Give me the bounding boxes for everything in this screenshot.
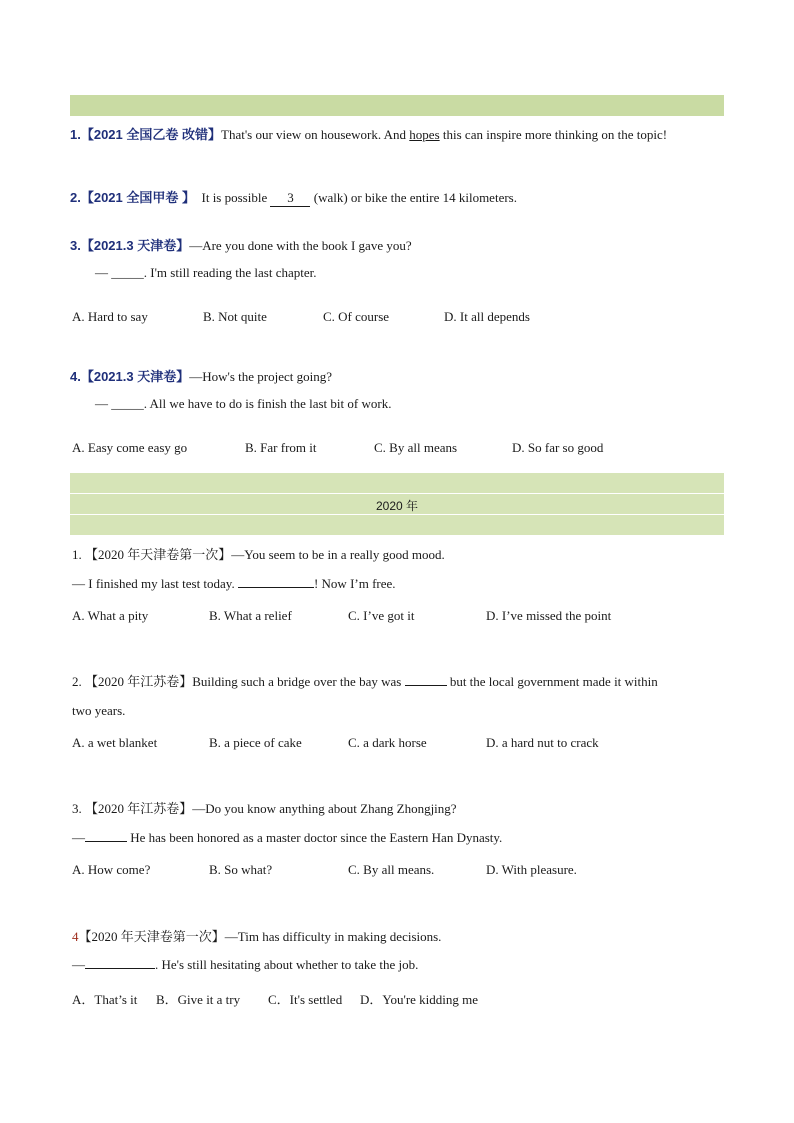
answer-blank <box>405 685 447 686</box>
year-band-top <box>70 473 724 493</box>
reply-start: — <box>72 830 85 845</box>
option-b: B. Far from it <box>245 440 317 455</box>
question-source-tag: 【2020 年天津卷第一次】 <box>85 547 232 562</box>
question-text: That's our view on housework. And <box>221 127 410 142</box>
question-number: 4. <box>70 369 81 384</box>
question-reply: — _____. I'm still reading the last chapter. <box>95 265 317 280</box>
question-number: 3. <box>72 801 82 816</box>
question-stem: —Do you know anything about Zhang Zhongjing? <box>192 801 457 816</box>
question-source-tag: 【2020 年天津卷第一次】 <box>78 929 225 944</box>
reply-start: — <box>72 957 85 972</box>
question-stem: —Tim has difficulty in making decisions. <box>224 929 442 944</box>
answer-blank <box>85 968 155 969</box>
option-b: B. So what? <box>209 862 273 877</box>
option-a: A．That’s it <box>72 992 138 1007</box>
question-number: 3. <box>70 238 81 253</box>
year-heading: 2020 年 <box>375 499 419 513</box>
reply-end: ! Now I’m free. <box>313 576 396 591</box>
question-source-tag: 【2021 全国乙卷 改错】 <box>80 127 221 142</box>
underlined-word: hopes <box>409 127 440 142</box>
option-b: B. a piece of cake <box>209 735 302 750</box>
option-c: C. By all means <box>374 440 458 455</box>
reply-end: . He's still hesitating about whether to take the job. <box>155 957 419 972</box>
option-a: A. Easy come easy go <box>72 440 188 455</box>
reply-end: He has been honored as a master doctor since the Eastern Han Dynasty. <box>127 830 503 845</box>
answer-blank <box>238 587 314 588</box>
option-d: D. So far so good <box>512 440 604 455</box>
question-number: 1. <box>72 547 82 562</box>
question-source-tag: 【2020 年江苏卷】 <box>85 801 193 816</box>
answer-blank <box>85 841 127 842</box>
option-c: C．It's settled <box>268 992 343 1007</box>
question-text-end: this can inspire more thinking on the topic! <box>439 127 668 142</box>
question-stem-line2: two years. <box>72 703 126 718</box>
question-source-tag: 【2021 全国甲卷 】 <box>80 190 195 205</box>
reply-start: — I finished my last test today. <box>72 576 238 591</box>
question-reply: — _____. All we have to do is finish the last bit of work. <box>95 396 392 411</box>
question-text: It is possible <box>195 190 271 205</box>
option-d: D. It all depends <box>444 309 530 324</box>
question-source-tag: 【2021.3 天津卷】 <box>80 369 190 384</box>
option-d: D. I’ve missed the point <box>486 608 612 623</box>
answer-blank: 3 <box>270 190 310 207</box>
question-number: 2. <box>72 674 82 689</box>
question-source-tag: 【2020 年江苏卷】 <box>85 674 193 689</box>
option-d: D．You're kidding me <box>360 992 479 1007</box>
question-2021-3 <box>70 235 412 254</box>
question-2020-4 <box>72 926 441 945</box>
option-a: A. What a pity <box>72 608 149 623</box>
option-c: C. a dark horse <box>348 735 427 750</box>
question-2021-2 <box>70 187 517 207</box>
question-number: 4 <box>72 929 79 944</box>
option-a: A. How come? <box>72 862 151 877</box>
question-2021-4 <box>70 366 332 385</box>
year-band-bottom <box>70 515 724 535</box>
question-text-end: (walk) or bike the entire 14 kilometers. <box>310 190 517 205</box>
question-reply <box>72 830 502 846</box>
option-d: D. With pleasure. <box>486 862 577 877</box>
option-c: C. Of course <box>323 309 390 324</box>
question-stem: Building such a bridge over the bay was <box>192 674 405 689</box>
option-c: C. By all means. <box>348 862 435 877</box>
option-b: B. Not quite <box>203 309 267 324</box>
question-2021-1 <box>70 124 667 143</box>
option-c: C. I’ve got it <box>348 608 415 623</box>
question-stem-end: but the local government made it within <box>446 674 658 689</box>
question-2020-2 <box>72 671 658 690</box>
option-d: D. a hard nut to crack <box>486 735 599 750</box>
option-b: B．Give it a try <box>156 992 241 1007</box>
question-stem: —Are you done with the book I gave you? <box>189 238 412 253</box>
question-number: 2. <box>70 190 81 205</box>
question-number: 1. <box>70 127 81 142</box>
question-2020-3 <box>72 798 457 817</box>
question-reply <box>72 576 396 592</box>
question-reply <box>72 957 418 973</box>
section-header-band <box>70 95 724 116</box>
option-a: A. a wet blanket <box>72 735 158 750</box>
option-b: B. What a relief <box>209 608 292 623</box>
question-stem: —You seem to be in a really good mood. <box>231 547 445 562</box>
option-a: A. Hard to say <box>72 309 148 324</box>
question-source-tag: 【2021.3 天津卷】 <box>80 238 190 253</box>
question-stem: —How's the project going? <box>189 369 333 384</box>
question-2020-1 <box>72 544 445 563</box>
